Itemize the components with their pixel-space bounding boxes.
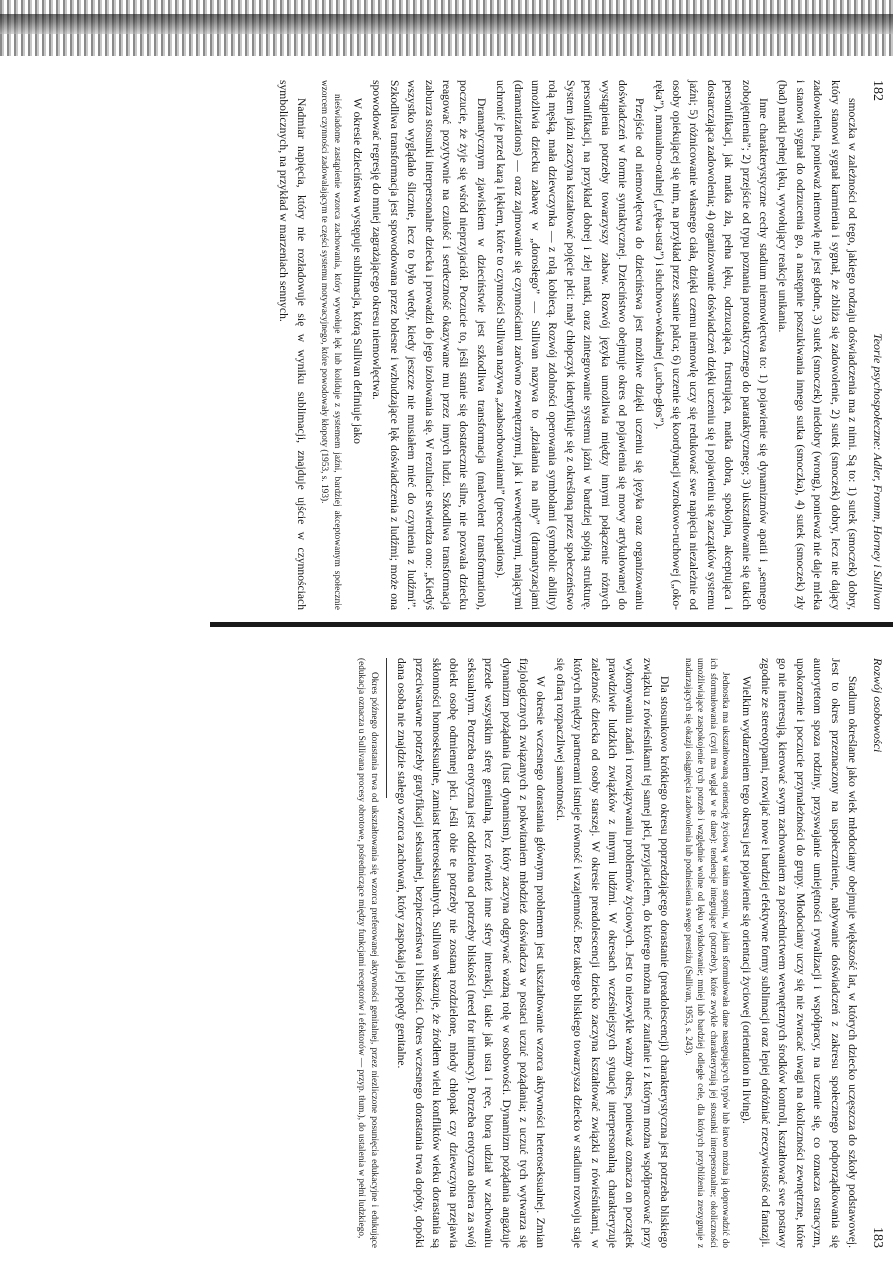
paragraph: W okresie dzieciństwa występuje sublimacja, którą Sullivan definiuje jako	[351, 98, 365, 444]
block-quote	[318, 80, 343, 610]
quote-text: Okres późnego dorastania trwa od ukształtowania się wzorca preferowanej aktywności genitalnej, przez niezliczone posunięcia edukacyjne i edukujące (edukacja oznacza u Sullivana procesy obrotowe, pośredniczące między funkcjami receptorów i efektorów — przyp. tłum.), do ustalenia w pełni ludzkiego,	[356, 658, 379, 1248]
footnote-rule	[386, 658, 387, 798]
paragraph: Dla stosunkowo krótkiego okresu poprzedzającego dorastanie (preadolescencji) charakterystyczna jest potrzeba bliskiego związku z rówieśnikami tej samej płci, przyjacielem, do którego można mieć zaufanie i z którym można współpracować przy wykonywaniu zadań i rozwiązywaniu problemów życiowych. Jest to niezwykle ważny okres, ponieważ oznacza on początek prawdziwie ludzkich związków z innymi ludźmi. W okresach wcześniejszych sytuację interpersonalną charakteryzuje zależność dziecka od osoby starszej. W okresie preadolescencji dziecko zaczyna kształtować związki z rówieśnikami, w których między partnerami istnieje równość i wzajemność. Bez takiego bliskiego towarzysza dziecko w stadium rozwoju staje się ofiarą rozpaczliwej samotności.	[553, 658, 672, 1248]
quote-text: nieświadome zastąpienie wzorca zachowania, który wywołuje lęk lub koliduje z systemem jaźni, bardziej akceptowanym społecznie wzorcem czynności zadowalającym te części systemu motywacyjnego, które powodowały kłopoty (1953, s. 193).	[319, 80, 342, 610]
page-number: 182	[870, 80, 885, 101]
page-divider	[210, 622, 893, 627]
scan-edge-band	[0, 14, 893, 34]
page-number: 183	[870, 1227, 885, 1248]
paragraph: Stadium określane jako wiek młodociany obejmuje większość lat, w których dziecko uczęszcza do szkoły podstawowej. Jest to okres przeznaczony na uspołecznienie, nabywanie doświadczeń z zakresu społecznego podporządkowania się autorytetom spoza rodziny, przyswajanie umiejętności rywalizacji i współpracy, na uczenie się, co oznacza ostracyzm, upokorzenie i poczucie przynależności do grupy. Młodociany uczy się nie zwracać uwagi na okoliczności zewnętrzne, które go nie interesują, kierować swym zachowaniem za pośrednictwem wewnętrznych środków kontroli, kształtować swe postawy zgodnie ze stereotypami, rozwijać nowe i bardziej efektywne formy sublimacji oraz lepiej odróżniać rzeczywistość od fantazji.	[759, 658, 859, 1248]
paragraph: Nadmiar napięcia, który nie rozładowuje się w wyniku sublimacji, znajduje ujście w czynnościach symbolicznych, na przykład w marzeniach sennych.	[277, 80, 308, 610]
block-quote	[355, 658, 380, 1248]
paragraph: Przejście od niemowlęctwa do dzieciństwa jest możliwe dzięki uczeniu się języka oraz organizowaniu doświadczeń w formie syntaktycznej. Dzieciństwo obejmuje okres od pojawienia się mowy artykułowanej do wystąpienia potrzeby towarzyszy zabaw. Rozwój języka umożliwia między innymi połączenie różnych personifikacji, na przykład dobrej i złej matki, oraz zintegrowanie systemu jaźni w bardziej spójną strukturę. System jaźni zaczyna kształtować pojęcie płci: mały chłopczyk identyfikuje się z określoną przez społeczeństwo rolą męską, mała dziewczynka — z rolą kobiecą. Rozwój zdolności operowania symbolami (symbolic ability) umożliwia dziecku zabawę w „dorosłego” — Sullivan nazywa to „działania na niby” (dramatyzacjami (dramatizations) — oraz zajmowanie się czynnościami zarówno zewnętrznymi, jak i wewnętrznymi, mającymi uchronić je przed karą i lękiem, które to czynności Sullivan nazywa „zaabsorbowaniami” (preoccupations).	[494, 80, 647, 610]
body-text	[349, 80, 861, 610]
running-head: Teorie psychospołeczne: Adler, Fromm, Horney i Sullivan	[871, 333, 885, 610]
closing-text	[275, 80, 310, 610]
quote-text: Jednostka ma ukształtowaną orientację życiową w takim stopniu, w jakim sformułowała dane następujących typów lub łatwo można ją doprowadzić do ich sformułowania (czyli ma wgląd w te dane): tendencje integrujące (potrzeby), które zwykle charakteryzują jej stosunki interpersonalne; okoliczności umożliwiające zaspokojenie tych potrzeb i względnie wolne od lęku wyładowanie; mniej lub bardziej odległe cele, dla których przybliżenia zrezygnuje z nadarzających się okazji osiągnięcia zadowolenia lub podniesienia swego prestiżu (Sullivan, 1953, s. 243).	[682, 658, 731, 1248]
page-header	[869, 658, 885, 1248]
paragraph: Wielkim wydarzeniem tego okresu jest pojawienie się orientacji życiowej (orientation in living).	[739, 676, 753, 1124]
body-text-continued	[393, 658, 673, 1248]
right-page	[65, 658, 885, 1248]
paragraph: Dramatycznym zjawiskiem w dzieciństwie jest szkodliwa transformacja (malevolent transformation), poczucie, że żyje się wśród nieprzyjaciół. Poczucie to, jeśli stanie się dostatecznie silne, nie pozwala dziecku reagować pozytywnie na czułość i serdeczność okazywane mu przez innych ludzi. Szkodliwa transformacja zaburza stosunki interpersonalne dziecka i prowadzi do jego izolowania się. W rezultacie stwierdza ono: „Kiedyś wszystko wyglądało ślicznie, lecz to było wtedy, kiedy jeszcze nie musiałem mieć do czynienia z ludźmi”. Szkodliwa transformacja jest spowodowana przez bolesne i wzbudzające lęk doświadczenia z ludźmi; może ona spowodować regresję do mniej zagrażającego okresu niemowlęctwa.	[370, 80, 488, 610]
left-page	[65, 80, 885, 610]
paragraph: smoczka w zależności od tego, jakiego rodzaju doświadczenia ma z nimi. Są to: 1) sutek (smoczek) dobry, który stanowi sygnał karmienia i sygnał, że zbliża się zadowolenie, 2) sutek (smoczek) dobry, lecz nie dający zadowolenia, ponieważ niemowlę nie jest głodne, 3) sutek (smoczek) niedobry (wrong), ponieważ nie daje mleka i stanowi sygnał do odrzucenia go, a następnie poszukiwania innego sutka (smoczka), 4) sutek (smoczek) zły (bad) matki pełnej lęku, wywołujący reakcje unikania.	[776, 80, 859, 610]
block-quote	[681, 658, 731, 1248]
body-text	[737, 658, 861, 1248]
running-head: Rozwój osobowości	[871, 658, 885, 753]
paragraph: Inne charakterystyczne cechy stadium niemowlęctwa to: 1) pojawienie się dynamizmów apatii i „sennego zobojętnienia”; 2) przejście od typu poznania prototaktycznego do parataktycznego; 3) ukształtowanie się takich personifikacji, jak matka zła, pełna lęku, odrzucająca, frustrująca, matka dobra, spokojna, akceptująca i dostarczająca zadowolenia; 4) organizowanie doświadczeń dzięki uczeniu się i pojawieniu się zaczątków systemu jaźni; 5) różnicowanie własnego ciała, dzięki czemu niemowlę uczy się redukować swe napięcia niezależnie od osoby opiekującej się nim, na przykład przez ssanie palca; 6) uczenie się koordynacji wzrokowo-ruchowej („oko-ręka”), manualno-oralnej („ręka-usta”) i słuchowo-wokalnej („ucho-głos”).	[652, 80, 771, 610]
page-header	[869, 80, 885, 610]
paragraph: W okresie wczesnego dorastania głównym problemem jest ukształtowanie wzorca aktywności heteroseksualnej. Zmian fizjologicznych związanych z pokwitaniem młodzież doświadcza w postaci uczuć pożądania; z uczuć tych wytwarza się dynamizm pożądania (lust dynamism), który zaczyna odgrywać ważną rolę w osobowości. Dynamizm pożądania angażuje przede wszystkim sferę genitalną, lecz również inne sfery interakcji, takie jak usta i ręce, biorą udział w zachowaniu seksualnym. Potrzeba erotyczna jest oddzielona od potrzeby bliskości (need for intimacy). Potrzeba erotyczna obiera za swój obiekt osobę odmiennej płci. Jeśli obie te potrzeby nie zostaną rozdzielone, młody chłopak czy dziewczyna przejawia skłonności homoseksualne, zamiast heteroseksualnych. Sullivan wskazuje, że źródłem wielu konfliktów wieku dorastania są przeciwstawne potrzeby gratyfikacji seksualnej, bezpieczeństwa i bliskości. Okres wczesnego dorastania trwa dopóty, dopóki dana osoba nie znajdzie stałego wzorca zachowań, który zaspokaja jej popędy genitalne.	[395, 658, 548, 1248]
